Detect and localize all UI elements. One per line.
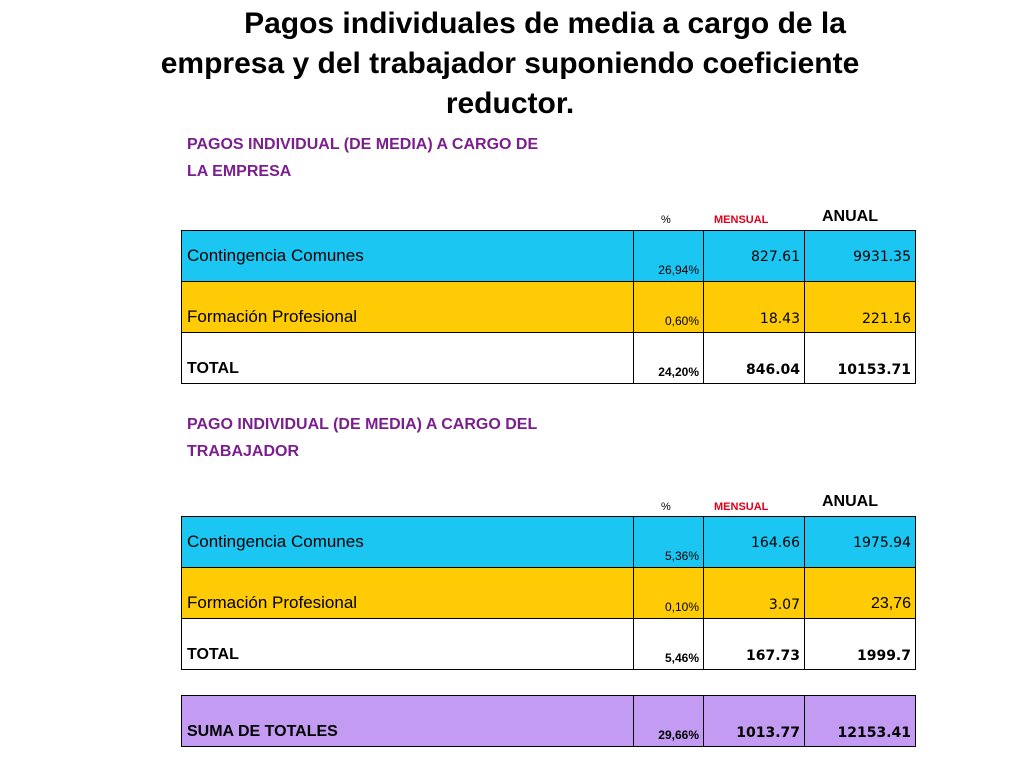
table-row <box>182 619 916 670</box>
empresa-cell-mensual <box>704 231 805 282</box>
table-row <box>182 282 916 333</box>
table-row <box>182 333 916 384</box>
trabajador-row3-anual: 1999.7 <box>856 648 911 664</box>
empresa-cell-concepto <box>182 333 634 384</box>
trabajador-row1-pct: 5,36% <box>664 549 699 563</box>
trabajador-cell-mensual <box>704 568 805 619</box>
empresa-cell-pct <box>634 231 704 282</box>
empresa-heading-line-1: PAGOS INDIVIDUAL (DE MEDIA) A CARGO DE <box>187 136 539 153</box>
trabajador-cell-concepto <box>182 619 634 670</box>
trabajador-heading-line-2: TRABAJADOR <box>187 443 299 460</box>
title-line-3: reductor. <box>445 87 575 120</box>
trabajador-row3-concepto: TOTAL <box>187 646 239 663</box>
trabajador-row2-anual: 23,76 <box>870 595 911 612</box>
empresa-row3-mensual: 846.04 <box>745 362 800 378</box>
trabajador-col-anual-header: ANUAL <box>822 493 878 510</box>
table-row <box>182 231 916 282</box>
trabajador-cell-pct <box>634 568 704 619</box>
suma-concepto: SUMA DE TOTALES <box>187 723 338 740</box>
table-row <box>182 696 916 747</box>
suma-mensual: 1013.77 <box>736 725 800 741</box>
trabajador-row1-concepto: Contingencia Comunes <box>187 532 364 551</box>
title-line-1: Pagos individuales de media a cargo de la <box>244 7 846 40</box>
empresa-row2-mensual: 18.43 <box>759 311 800 327</box>
trabajador-cell-pct <box>634 517 704 568</box>
empresa-col-mensual-header: MENSUAL <box>714 214 769 226</box>
trabajador-col-pct-header: % <box>661 501 671 513</box>
empresa-cell-concepto <box>182 282 634 333</box>
trabajador-table <box>181 516 916 670</box>
trabajador-row1-anual: 1975.94 <box>853 535 911 551</box>
empresa-cell-pct <box>634 333 704 384</box>
table-row <box>182 517 916 568</box>
empresa-col-pct-header: % <box>661 214 671 226</box>
trabajador-cell-pct <box>634 619 704 670</box>
trabajador-row2-concepto: Formación Profesional <box>187 593 358 612</box>
trabajador-cell-anual <box>805 517 916 568</box>
suma-anual: 12153.41 <box>837 725 911 741</box>
trabajador-row3-mensual: 167.73 <box>745 648 800 664</box>
trabajador-cell-concepto <box>182 568 634 619</box>
table-row <box>182 568 916 619</box>
trabajador-row1-mensual: 164.66 <box>751 535 800 551</box>
page-title <box>60 4 960 124</box>
empresa-cell-mensual <box>704 333 805 384</box>
empresa-heading <box>187 131 647 185</box>
empresa-row3-pct: 24,20% <box>658 365 699 379</box>
empresa-cell-anual <box>805 282 916 333</box>
empresa-row1-mensual: 827.61 <box>751 249 800 265</box>
empresa-cell-pct <box>634 282 704 333</box>
suma-table <box>181 695 916 747</box>
empresa-row1-pct: 26,94% <box>658 263 699 277</box>
trabajador-cell-mensual <box>704 619 805 670</box>
trabajador-heading-line-1: PAGO INDIVIDUAL (DE MEDIA) A CARGO DEL <box>187 416 538 433</box>
trabajador-col-mensual-header: MENSUAL <box>714 501 769 513</box>
empresa-row2-concepto: Formación Profesional <box>187 307 358 326</box>
trabajador-row3-pct: 5,46% <box>664 651 699 665</box>
empresa-row3-concepto: TOTAL <box>187 360 239 377</box>
empresa-row1-concepto: Contingencia Comunes <box>187 246 364 265</box>
trabajador-row2-mensual: 3.07 <box>768 597 800 613</box>
trabajador-cell-concepto <box>182 517 634 568</box>
empresa-row2-pct: 0,60% <box>664 314 699 328</box>
empresa-table <box>181 230 916 384</box>
empresa-row1-anual: 9931.35 <box>853 249 911 265</box>
trabajador-cell-anual <box>805 568 916 619</box>
empresa-heading-line-2: LA EMPRESA <box>187 163 292 180</box>
empresa-cell-concepto <box>182 231 634 282</box>
suma-cell-concepto <box>182 696 634 747</box>
trabajador-cell-mensual <box>704 517 805 568</box>
trabajador-row2-pct: 0,10% <box>664 600 699 614</box>
empresa-col-anual-header: ANUAL <box>822 208 878 225</box>
empresa-row3-anual: 10153.71 <box>837 362 911 378</box>
empresa-row2-anual: 221.16 <box>862 311 911 327</box>
trabajador-cell-anual <box>805 619 916 670</box>
empresa-cell-mensual <box>704 282 805 333</box>
suma-cell-anual <box>805 696 916 747</box>
title-line-2: empresa y del trabajador suponiendo coeficiente <box>160 47 860 80</box>
suma-cell-mensual <box>704 696 805 747</box>
empresa-cell-anual <box>805 231 916 282</box>
suma-cell-pct <box>634 696 704 747</box>
trabajador-heading <box>187 411 647 465</box>
suma-pct: 29,66% <box>658 728 699 742</box>
empresa-cell-anual <box>805 333 916 384</box>
